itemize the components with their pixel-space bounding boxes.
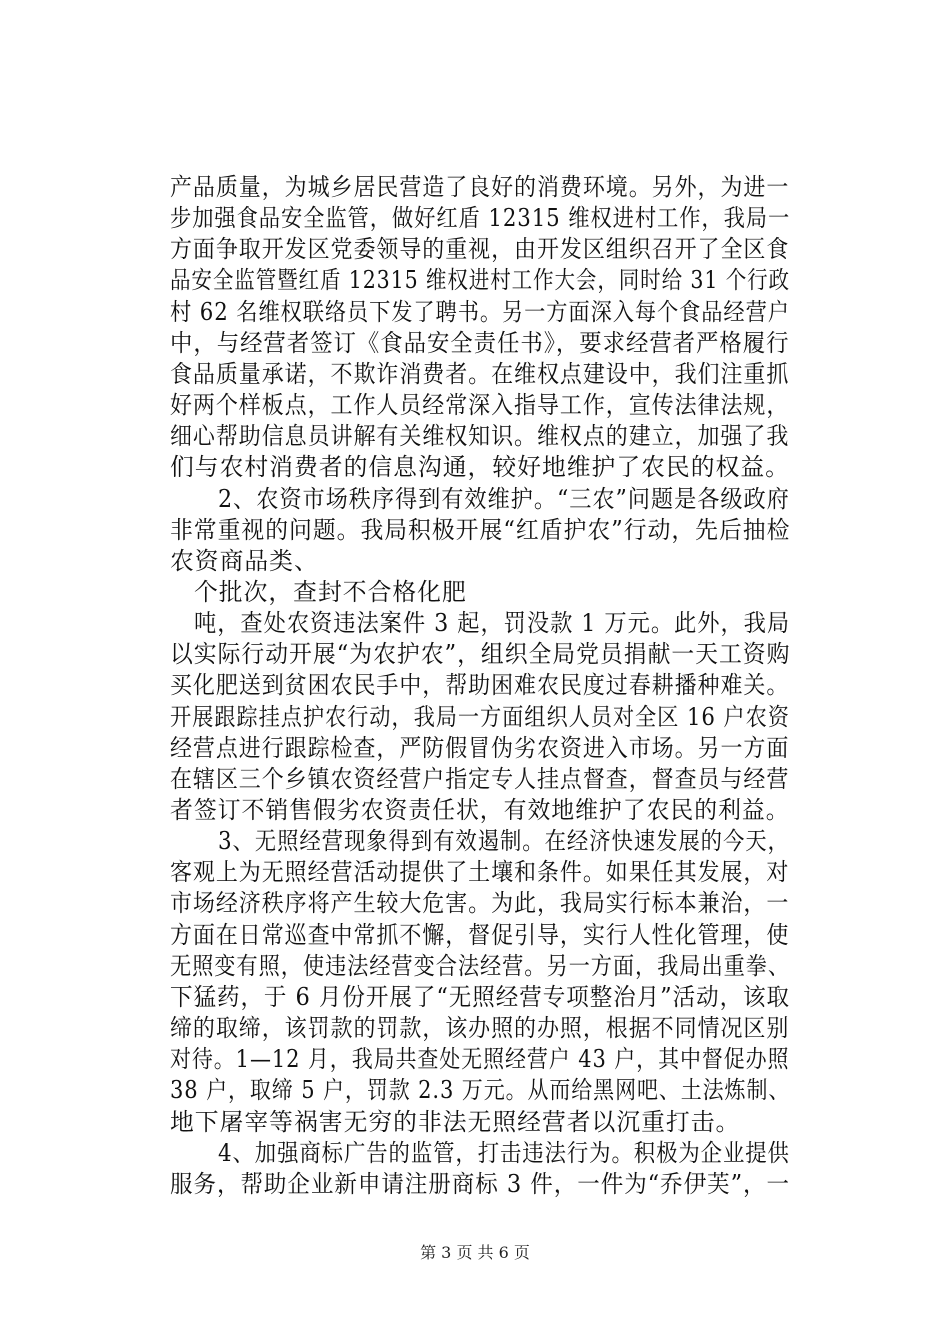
- paragraph-start-line: 4、加强商标广告的监管，打击违法行为。积极为企业提供: [218, 1138, 790, 1167]
- text-line: 地下屠宰等祸害无穷的非法无照经营者以沉重打击。: [170, 1107, 741, 1136]
- text-line: 市场经济秩序将产生较大危害。为此，我局实行标本兼治，一: [170, 889, 790, 918]
- text-line: 产品质量，为城乡居民营造了良好的消费环境。另外，为进一: [170, 173, 790, 201]
- paragraph-start-line: 2、农资市场秩序得到有效维护。“三农”问题是各级政府: [218, 484, 790, 513]
- text-line: 买化肥送到贫困农民手中，帮助困难农民度过春耕播种难关。: [170, 671, 790, 700]
- text-line: 品安全监管暨红盾 12315 维权进村工作大会，同时给 31 个行政: [170, 266, 790, 295]
- text-line: 细心帮助信息员讲解有关维权知识。维权点的建立，加强了我: [170, 422, 790, 451]
- text-line: 客观上为无照经营活动提供了土壤和条件。如果任其发展，对: [170, 858, 790, 887]
- text-line: 在辖区三个乡镇农资经营户指定专人挂点督查，督查员与经营: [170, 764, 790, 793]
- text-line: 无照变有照，使违法经营变合法经营。另一方面，我局出重拳、: [170, 951, 791, 980]
- text-line: 村 62 名维权联络员下发了聘书。另一方面深入每个食品经营户: [170, 297, 790, 326]
- page-footer: 第 3 页 共 6 页: [420, 1243, 530, 1262]
- paragraph-start-line: 3、无照经营现象得到有效遏制。在经济快速发展的今天，: [218, 827, 790, 856]
- text-line: 者签订不销售假劣农资责任状，有效地维护了农民的利益。: [170, 796, 790, 825]
- text-line: 以实际行动开展“为农护农”，组织全局党员捐献一天工资购: [170, 640, 791, 669]
- text-line: 农资商品类、: [170, 546, 319, 575]
- text-line: 对待。1—12 月，我局共查处无照经营户 43 户，其中督促办照: [170, 1045, 790, 1074]
- text-line: 下猛药，于 6 月份开展了“无照经营专项整治月”活动，该取: [170, 982, 791, 1011]
- text-line: 经营点进行跟踪检查，严防假冒伪劣农资进入市场。另一方面: [170, 733, 790, 762]
- text-line: 中，与经营者签订《食品安全责任书》，要求经营者严格履行: [170, 328, 790, 357]
- text-line: 吨，查处农资违法案件 3 起，罚没款 1 万元。此外，我局: [194, 609, 791, 638]
- text-line: 非常重视的问题。我局积极开展“红盾护农”行动，先后抽检: [170, 515, 791, 544]
- text-line: 方面在日常巡查中常抓不懈，督促引导，实行人性化管理，使: [170, 920, 790, 949]
- text-line: 方面争取开发区党委领导的重视，由开发区组织召开了全区食: [170, 235, 790, 264]
- text-line: 38 户，取缔 5 户，罚款 2.3 万元。从而给黑网吧、土法炼制、: [170, 1076, 791, 1105]
- text-line: 好两个样板点，工作人员经常深入指导工作，宣传法律法规，: [170, 391, 790, 420]
- text-line: 步加强食品安全监管，做好红盾 12315 维权进村工作，我局一: [170, 204, 791, 233]
- text-line: 服务，帮助企业新申请注册商标 3 件，一件为“乔伊芙”，一: [170, 1169, 791, 1198]
- text-line: 缔的取缔，该罚款的罚款，该办照的办照，根据不同情况区别: [170, 1014, 790, 1043]
- text-line: 们与农村消费者的信息沟通，较好地维护了农民的权益。: [170, 453, 790, 482]
- text-line: 食品质量承诺，不欺诈消费者。在维权点建设中，我们注重抓: [170, 359, 790, 388]
- text-line: 个批次，查封不合格化肥: [194, 577, 467, 606]
- text-line: 开展跟踪挂点护农行动，我局一方面组织人员对全区 16 户农资: [170, 702, 790, 731]
